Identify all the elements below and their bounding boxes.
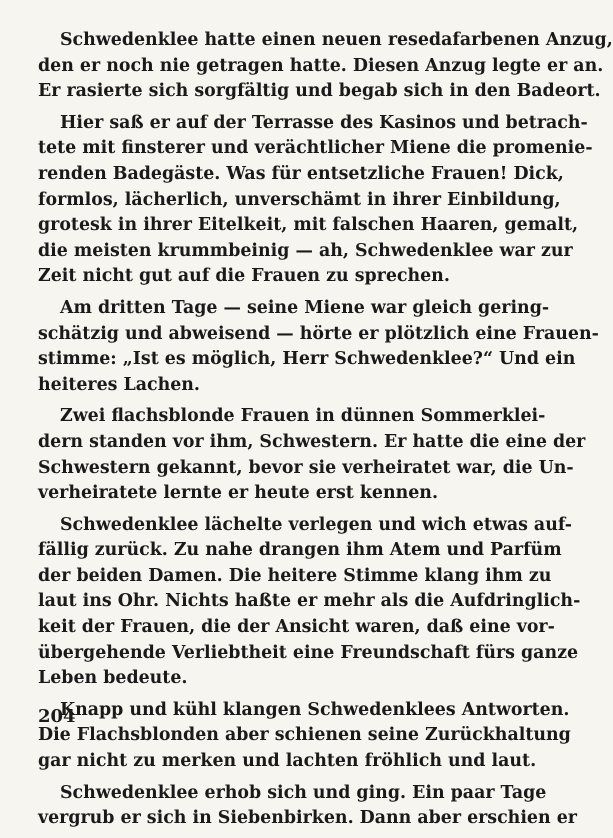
text-line: schätzig und abweisend — hörte er plötzlich eine Frauen- — [38, 323, 599, 344]
paragraph — [38, 698, 571, 775]
text-line: dern standen vor ihm, Schwestern. Er hatte die eine der — [38, 431, 586, 452]
text-line: Hier saß er auf der Terrasse des Kasinos und betrach- — [60, 112, 588, 133]
text-line: stimme: „Ist es möglich, Herr Schwedenklee?“ Und ein — [38, 349, 576, 370]
text-line: vergrub er sich in Siebenbirken. Dann aber erschien er — [38, 808, 577, 829]
paragraph — [38, 781, 577, 832]
text-line: Schwedenklee hatte einen neuen resedafarbenen Anzug, — [60, 30, 613, 50]
text-line: übergehende Verliebtheit eine Freundschaft fürs ganze — [38, 642, 579, 663]
text-line: tete mit finsterer und verächtlicher Miene die promenie- — [38, 138, 593, 159]
text-line: den er noch nie getragen hatte. Diesen Anzug legte er an. — [38, 55, 604, 76]
text-line: keit der Frauen, die der Ansicht waren, daß eine vor- — [38, 617, 555, 638]
text-line: Schwestern gekannt, bevor sie verheiratet war, die Un- — [38, 457, 574, 478]
text-line: Die Flachsblonden aber schienen seine Zurückhaltung — [38, 725, 571, 746]
text-line: heiteres Lachen. — [38, 374, 200, 395]
book-page — [38, 28, 613, 838]
text-line: die meisten krummbeinig — ah, Schwedenklee war zur — [38, 240, 573, 261]
text-line: renden Badegäste. Was für entsetzliche Frauen! Dick, — [38, 163, 564, 184]
text-line: Zeit nicht gut auf die Frauen zu sprechen. — [38, 266, 450, 287]
text-line: Knapp und kühl klangen Schwedenklees Antworten. — [60, 699, 570, 720]
paragraph — [38, 28, 613, 105]
text-line: Schwedenklee lächelte verlegen und wich etwas auf- — [60, 514, 572, 535]
text-line: grotesk in ihrer Eitelkeit, mit falschen Haaren, gemalt, — [38, 215, 579, 236]
text-line: Er rasierte sich sorgfältig und begab sich in den Badeort. — [38, 81, 601, 102]
text-line: Leben bedeute. — [38, 668, 188, 689]
text-line: gar nicht zu merken und lachten fröhlich und laut. — [38, 751, 537, 772]
page-number: 204 — [38, 706, 76, 727]
text-line: fällig zurück. Zu nahe drangen ihm Atem und Parfüm — [38, 540, 562, 561]
text-line: verheiratete lernte er heute erst kennen. — [38, 483, 439, 504]
paragraph — [38, 404, 586, 506]
text-line: formlos, lächerlich, unverschämt in ihrer Einbildung, — [38, 189, 561, 210]
paragraph — [38, 296, 599, 398]
text-line: Zwei flachsblonde Frauen in dünnen Sommerklei- — [60, 406, 546, 427]
text-line: laut ins Ohr. Nichts haßte er mehr als die Aufdringlich- — [38, 591, 581, 612]
paragraph — [38, 513, 581, 692]
paragraph — [38, 111, 593, 290]
text-line: der beiden Damen. Die heitere Stimme klang ihm zu — [38, 565, 552, 586]
text-line: Schwedenklee erhob sich und ging. Ein paar Tage — [60, 782, 547, 803]
text-line: Am dritten Tage — seine Miene war gleich gering- — [60, 297, 550, 318]
